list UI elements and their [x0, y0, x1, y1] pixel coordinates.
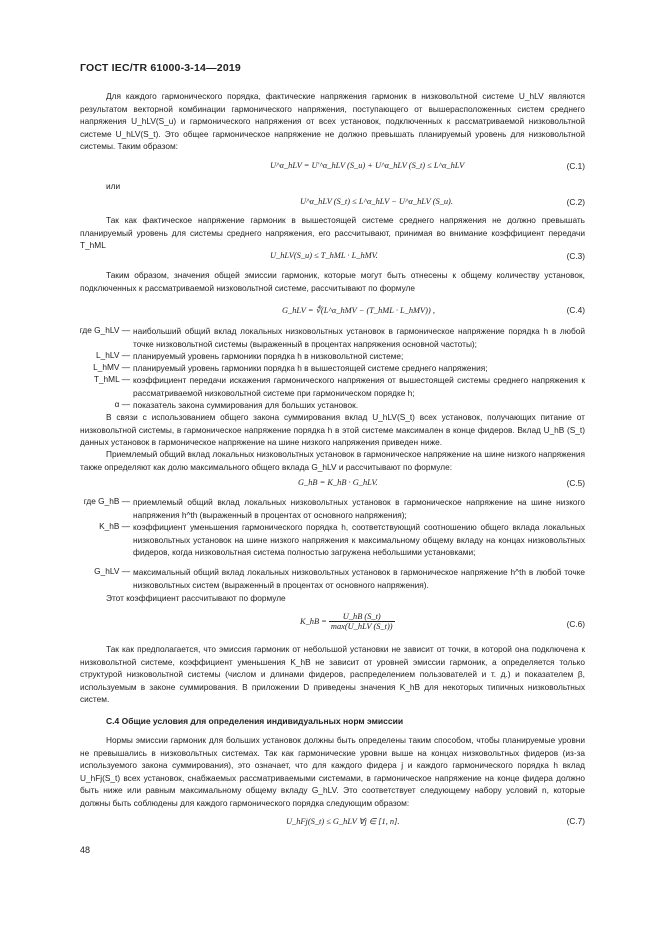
equation-c4: G_hLV = ∜(L^α_hMV − (T_hML · L_hMV)) ,: [282, 306, 435, 315]
def1-term-ghlv: где G_hLV —: [79, 325, 130, 335]
section-title-c4: С.4 Общие условия для определения индивидуальных норм эмиссии: [106, 716, 404, 726]
equation-label-c2: (С.2): [566, 197, 585, 207]
page-number: 48: [80, 845, 91, 855]
def1-term-thml: T_hML —: [93, 374, 130, 384]
equation-label-c4: (С.4): [566, 305, 585, 315]
def1-term-lhmv: L_hMV —: [93, 362, 130, 372]
equation-label-c6: (С.6): [566, 619, 585, 629]
equation-c6-fraction: [329, 612, 395, 631]
def1-text-alpha: показатель закона суммирования для больших установок.: [133, 400, 359, 410]
equation-c3: U_hLV(S_u) ≤ T_hML · L_hMV.: [270, 251, 378, 260]
def2-text-ghb: приемлемый общий вклад локальных низковольтных установок в гармоническое напряжение на шине низкого напряжения h^th (выраженный в процентах от основного напряжения);: [133, 497, 585, 520]
equation-label-c1: (С.1): [566, 161, 585, 171]
paragraph-5: Приемлемый общий вклад локальных низковольтных установок в гармоническое напряжение на шине низкого напряжения также определяют как долю максимального общего вклада G_hLV и рассчитывают по формуле:: [80, 449, 585, 472]
def2-text-ghlv: максимальный общий вклад локальных низковольтных установок в гармоническое напряжение h^th в любой точке низковольтных систем (выраженный в процентах от основного напряжения).: [133, 567, 585, 590]
paragraph-1: Для каждого гармонического порядка, фактические напряжения гармоник в низковольтной системе U_hLV являются результатом векторной комбинации гармонического напряжения, поступающего от вышерасположенных систем среднего напряжения U_hLV(S_u) и гармонического напряжения от всех установок, подключенных к рассматриваемой низковольтной системе U_hLV(S_t). Это общее гармоническое напряжение не должно превышать планируемый уровень для низковольтной системы. Таким образом:: [80, 91, 585, 152]
paragraph-3: Таким образом, значения общей эмиссии гармоник, которые могут быть отнесены к общему количеству установок, подключенных к рассматриваемой низковольтной системе, рассчитывают по формуле: [80, 270, 585, 293]
def1-term-lhlv: L_hLV —: [96, 350, 130, 360]
equation-c2: U^α_hLV (S_t) ≤ L^α_hLV − U^α_hLV (S_u).: [300, 197, 453, 206]
paragraph-7: Так как предполагается, что эмиссия гармоник от небольшой установки не зависит от точки, в которой она подключена к низковольтной системе, коэффициент уменьшения K_hB не зависит от уровней эмиссии гармоник, а определяется только структурой низковольтной системы (числом и длинами фидеров, распределением пользователей и т. д.) и показателем β, используемым в законе суммирования. В приложении D приведены значения K_hB для некоторых типичных низковольтных систем.: [80, 644, 585, 705]
def1-text-lhlv: планируемый уровень гармоники порядка h в низковольтной системе;: [133, 351, 404, 361]
def2-term-ghb: где G_hB —: [83, 496, 130, 506]
equation-c6-denominator: max(U_hLV (S_t)): [330, 622, 393, 631]
def1-term-alpha: α —: [114, 399, 130, 409]
equation-label-c3: (С.3): [566, 251, 585, 261]
equation-label-c5: (С.5): [566, 478, 585, 488]
equation-c1: U^α_hLV = U'^α_hLV (S_u) + U^α_hLV (S_t) ≤ L^α_hLV: [270, 161, 465, 170]
equation-c5: G_hB = K_hB · G_hLV.: [298, 478, 378, 487]
def2-term-ghlv: G_hLV —: [94, 566, 130, 576]
def1-text-lhmv: планируемый уровень гармоники порядка h в вышестоящей системе среднего напряжения;: [133, 363, 488, 373]
equation-label-c7: (С.7): [566, 816, 585, 826]
paragraph-6: Этот коэффициент рассчитывают по формуле: [106, 593, 286, 603]
word-ili: или: [106, 181, 121, 191]
equation-c6-numerator: U_hB (S_t): [329, 612, 395, 622]
def1-text-thml: коэффициент передачи искажения гармонического напряжения от вышестоящей системы среднего напряжения к рассматриваемой низковольтной системе при гармоническом порядке h;: [133, 375, 585, 398]
def2-text-khb: коэффициент уменьшения гармонического порядка h, соответствующий соотношению общего вклада локальных низковольтных установок на шине низкого напряжения к максимальному общему вкладу на концах низковольтных фидеров, когда низковольтная система полностью загружена небольшими установками;: [133, 522, 585, 558]
paragraph-8: Нормы эмиссии гармоник для больших установок должны быть определены таким способом, чтобы планируемые уровни не превышались в низковольтных системах. Так как гармонические уровни выше на концах низковольтных фидеров (из-за используемого закона суммирования), это означает, что для каждого фидера j и каждого гармонического порядка h вклад U_hFj(S_t) всех установок, снабжаемых рассматриваемыми системами, в гармоническое напряжение на конце фидера должно быть ниже или равным максимальному общему вкладу G_hLV. Это соответствует следующему набору условий n, которые должны быть соблюдены для каждого гармонического порядка следующим образом:: [80, 735, 585, 808]
paragraph-2: Так как фактическое напряжение гармоник в вышестоящей системе среднего напряжения не должно превышать планируемый уровень для системы среднего напряжения, его рассчитывают, принимая во внимание коэффициент передачи T_hML: [80, 215, 585, 251]
def2-term-khb: K_hB —: [99, 521, 130, 531]
equation-c6-lhs: K_hB =: [300, 617, 327, 626]
def1-text-ghlv: наибольший общий вклад локальных низковольтных установок в гармоническое напряжение порядка h в любой точке низковольтной системы (выраженный в процентах напряжения основной частоты);: [133, 326, 585, 349]
paragraph-4: В связи с использованием общего закона суммирования вклад U_hLV(S_t) всех установок, получающих питание от низковольтной системы, в гармоническое напряжение порядка h в этой системе максимален в конце фидеров. Вклад U_hB (S_t) данных установок в гармоническое напряжение на шине низкого напряжения приведен ниже.: [80, 412, 585, 448]
equation-c7: U_hFj(S_t) ≤ G_hLV ∀j ∈ [1, n].: [286, 817, 400, 826]
document-header: ГОСТ IEC/TR 61000-3-14—2019: [80, 62, 241, 74]
equation-c6: [300, 612, 395, 631]
